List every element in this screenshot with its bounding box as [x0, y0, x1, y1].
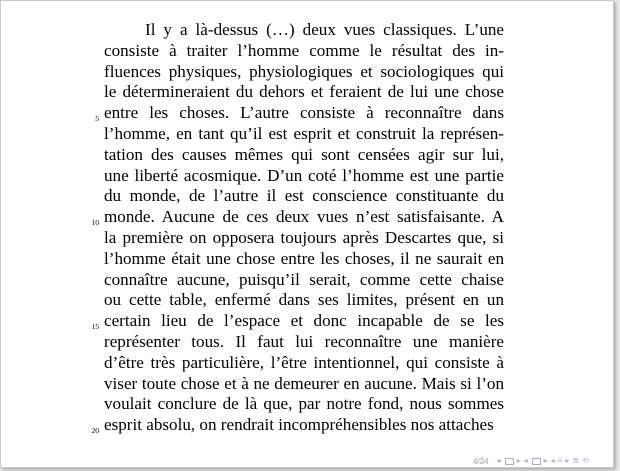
text-line: voulait conclure de là que, par notre fond, nous sommes	[104, 394, 504, 414]
text-line: le détermineraient du dehors et feraient de lui une chose	[104, 82, 504, 102]
prev-icon[interactable]: ◂	[523, 456, 528, 465]
page-indicator: 4/34	[473, 456, 489, 466]
frame-icon[interactable]	[505, 458, 514, 465]
text-line: d’être très particulière, l’être intentionnel, qui consiste à	[104, 352, 504, 372]
text-line: représenter tous. Il faut lui reconnaître une manière	[104, 331, 504, 351]
line-number: 5	[95, 114, 99, 123]
next-icon[interactable]: ▸	[516, 456, 521, 465]
text-line: connaître aucune, puisqu’il serait, comme cette chaise	[104, 269, 504, 289]
text-line: l’homme, en tant qu’il est esprit et construit la représen-	[104, 123, 504, 143]
text-line: viser toute chose et à ne demeurer en aucune. Mais si l’on	[104, 373, 504, 393]
text-line: ou cette table, enfermé dans ses limites, présent en un	[104, 290, 504, 310]
next-icon[interactable]: ▸	[565, 456, 570, 465]
text-line: esprit absolu, on rendrait incompréhensibles nos attaches	[104, 415, 494, 435]
search-icon[interactable]: ⟲	[582, 456, 589, 465]
section-icon[interactable]	[532, 458, 541, 465]
text-line: entre les choses. L’autre consiste à reconnaître dans	[104, 103, 504, 123]
prev-icon[interactable]: ◂	[496, 456, 501, 465]
document-body	[104, 20, 504, 436]
text-line: du monde, de l’autre il est conscience constituante du	[104, 186, 504, 206]
text-line: monde. Aucune de ces deux vues n’est satisfaisante. A	[104, 207, 504, 227]
text-line: consiste à traiter l’homme comme le résultat des in-	[104, 40, 504, 60]
subsection-icon[interactable]: ≡	[557, 456, 563, 465]
text-line: certain lieu de l’espace et donc incapable de se les	[104, 311, 504, 331]
text-line: fluences physiques, physiologiques et sociologiques qui	[104, 61, 504, 81]
navigation-footer	[473, 455, 589, 467]
next-icon[interactable]: ▸	[543, 456, 548, 465]
prev-icon[interactable]: ◂	[550, 456, 555, 465]
text-line: la première on opposera toujours après Descartes que, si	[104, 227, 504, 247]
line-number: 10	[91, 218, 99, 227]
text-line: l’homme était une chose entre les choses, il ne saurait en	[104, 248, 504, 268]
line-number: 15	[91, 322, 99, 331]
text-line: une liberté acosmique. D’un coté l’homme est une partie	[104, 165, 504, 185]
align-icon[interactable]: ≣	[572, 456, 580, 465]
text-line: Il y a là-dessus (…) deux vues classiques. L’une	[145, 20, 504, 39]
line-number: 20	[91, 426, 99, 435]
text-line: tation des causes mêmes qui sont censées agir sur lui,	[104, 144, 504, 164]
